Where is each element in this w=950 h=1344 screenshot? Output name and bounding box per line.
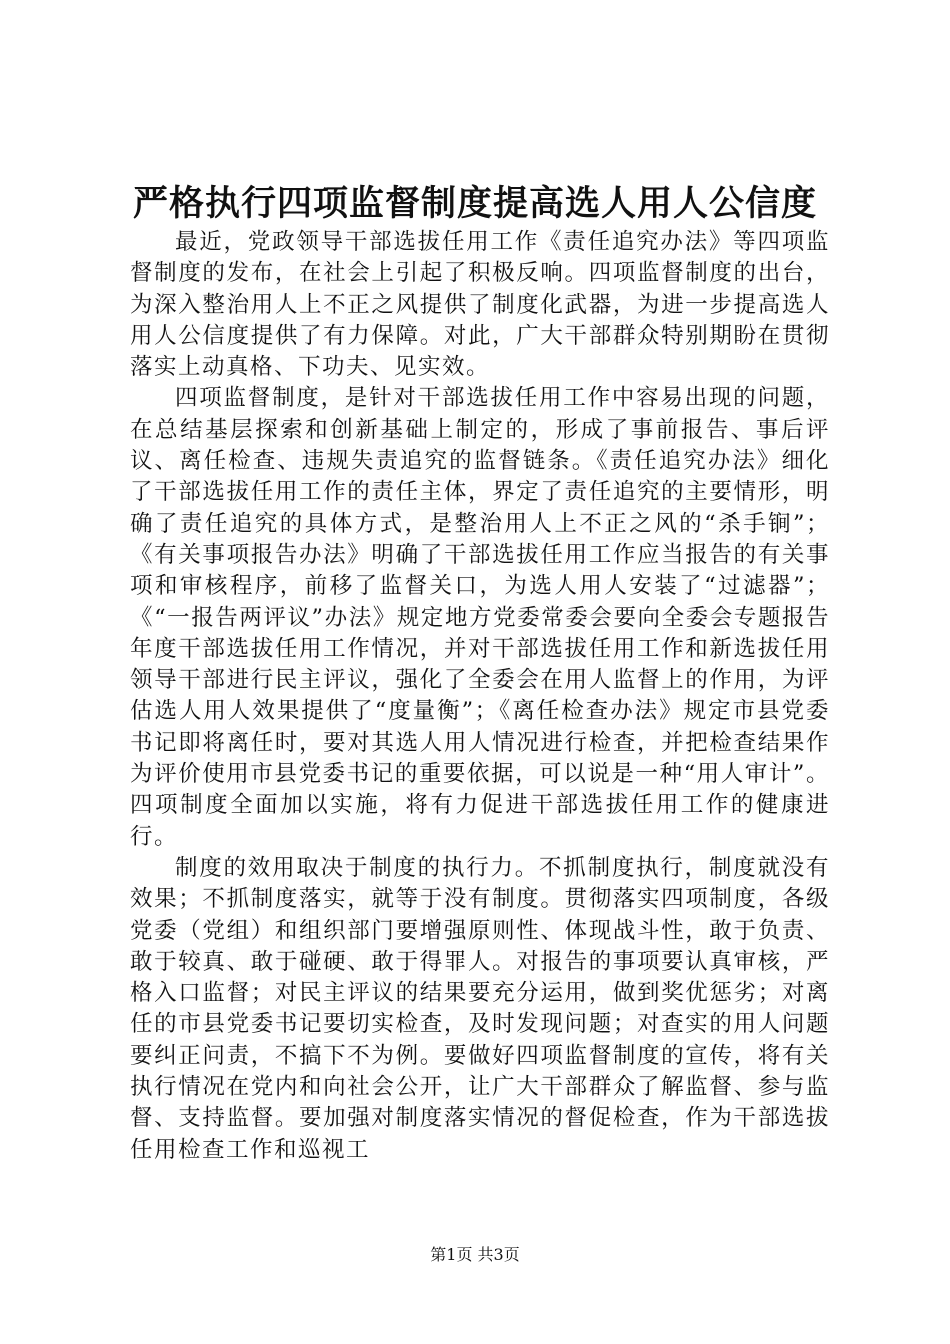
page-footer: 第1页 共3页 xyxy=(430,1245,520,1264)
document-title: 严格执行四项监督制度提高选人用人公信度 xyxy=(132,183,817,224)
paragraph-2: 四项监督制度，是针对干部选拔任用工作中容易出现的问题，在总结基层探索和创新基础上制定的，形成了事前报告、事后评议、离任检查、违规失责追究的监督链条。《责任追究办法》细化了干部选拔任用工作的责任主体，界定了责任追究的主要情形，明确了责任追究的具体方式，是整治用人上不正之风的“杀手锏”；《有关事项报告办法》明确了干部选拔任用工作应当报告的有关事项和审核程序，前移了监督关口，为选人用人安装了“过滤器”；《“一报告两评议”办法》规定地方党委常委会要向全委会专题报告年度干部选拔任用工作情况，并对干部选拔任用工作和新选拔任用领导干部进行民主评议，强化了全委会在用人监督上的作用，为评估选人用人效果提供了“度量衡”；《离任检查办法》规定市县党委书记即将离任时，要对其选人用人情况进行检查，并把检查结果作为评价使用市县党委书记的重要依据，可以说是一种“用人审计”。四项制度全面加以实施，将有力促进干部选拔任用工作的健康进行。 xyxy=(130,385,830,850)
paragraph-3: 制度的效用取决于制度的执行力。不抓制度执行，制度就没有效果；不抓制度落实，就等于没有制度。贯彻落实四项制度，各级党委（党组）和组织部门要增强原则性、体现战斗性，敢于负责、敢于较真、敢于碰硬、敢于得罪人。对报告的事项要认真审核，严格入口监督；对民主评议的结果要充分运用，做到奖优惩劣；对离任的市县党委书记要切实检查，及时发现问题；对查实的用人问题要纠正问责，不搞下不为例。要做好四项监督制度的宣传，将有关执行情况在党内和向社会公开，让广大干部群众了解监督、参与监督、支持监督。要加强对制度落实情况的督促检查，作为干部选拔任用检查工作和巡视工 xyxy=(130,854,830,1163)
document-body xyxy=(130,227,830,1166)
paragraph-1: 最近，党政领导干部选拔任用工作《责任追究办法》等四项监督制度的发布，在社会上引起了积极反响。四项监督制度的出台，为深入整治用人上不正之风提供了制度化武器，为进一步提高选人用人公信度提供了有力保障。对此，广大干部群众特别期盼在贯彻落实上动真格、下功夫、见实效。 xyxy=(130,229,830,381)
